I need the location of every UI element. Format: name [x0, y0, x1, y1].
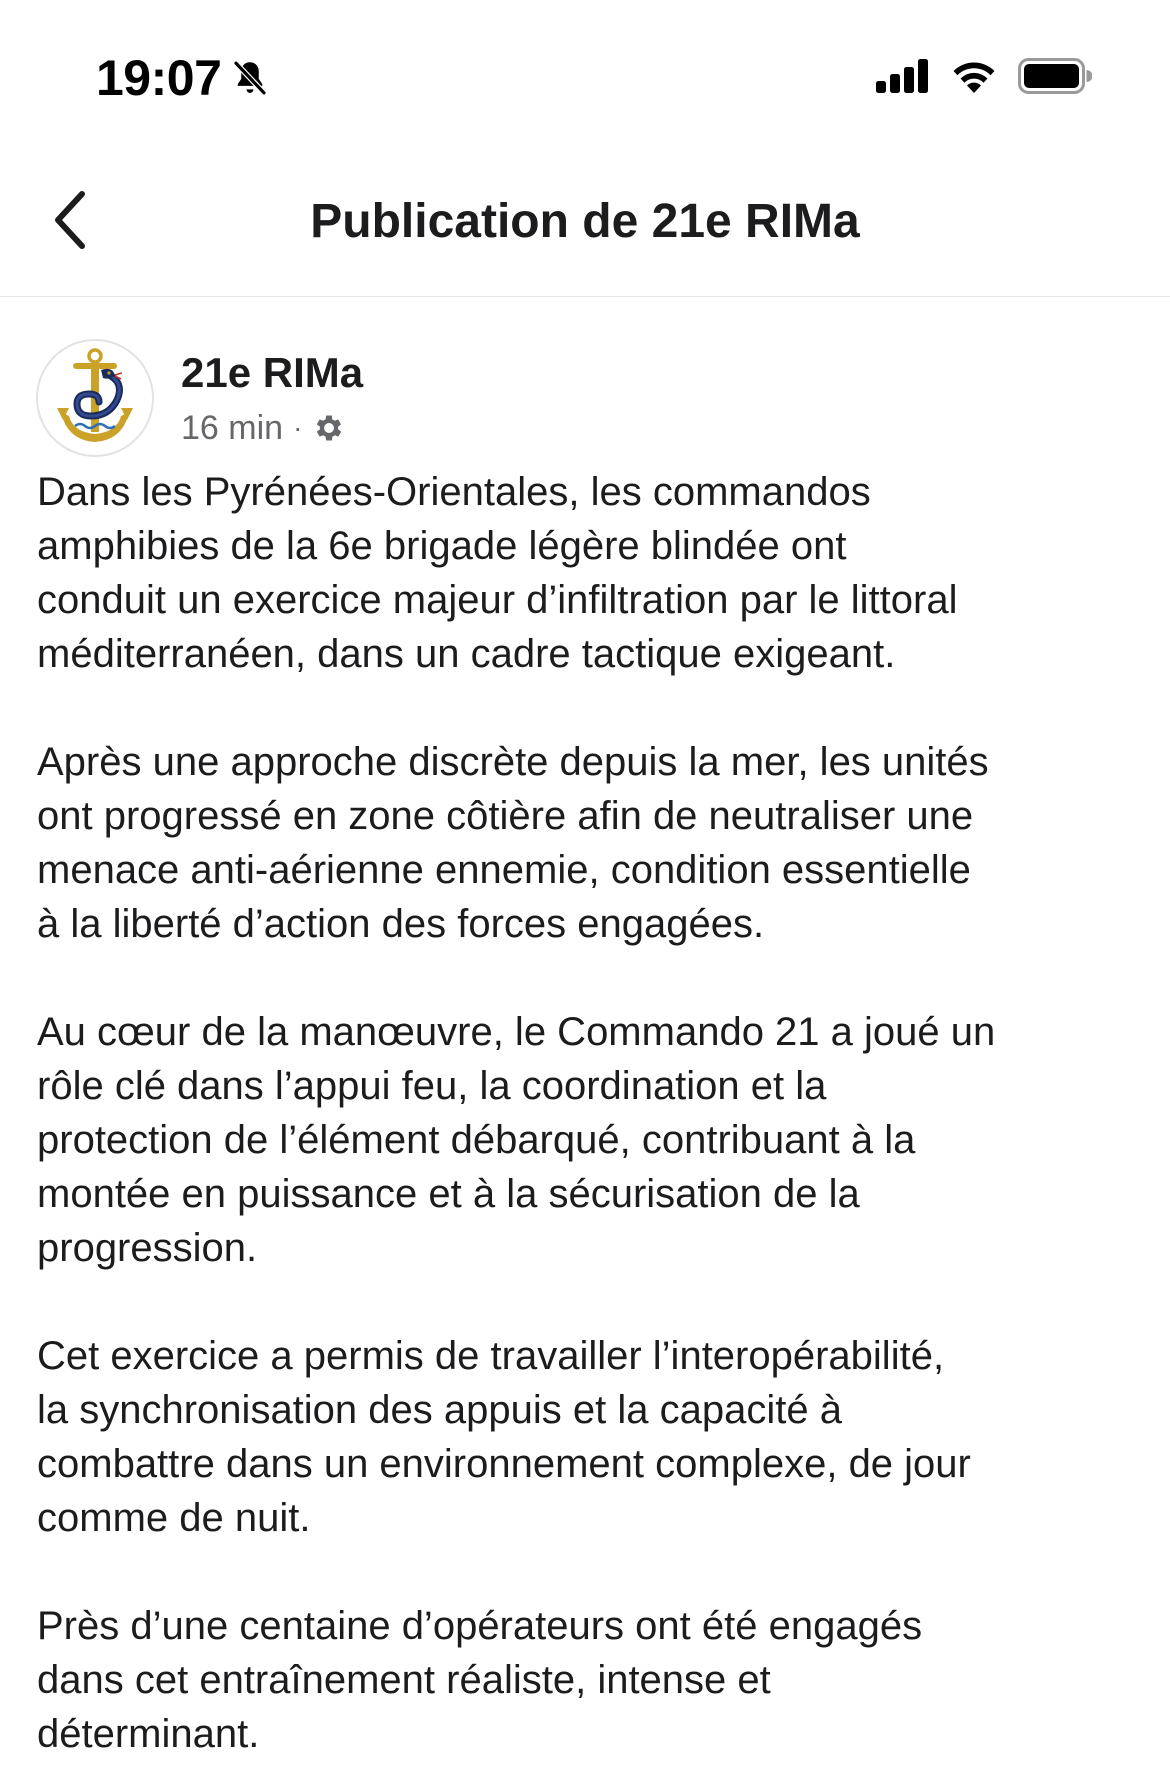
post-body [37, 465, 1147, 1771]
post-paragraph: Près d’une centaine d’opérateurs ont été engagés dans cet entraînement réaliste, intense et déterminant. [37, 1604, 923, 1756]
post-paragraph: Au cœur de la manœuvre, le Commando 21 a joué un rôle clé dans l’appui feu, la coordination et la protection de l’élément débarqué, contribuant à la montée en puissance et à la sécurisation de la progression. [37, 1010, 996, 1270]
status-time: 19:07 [96, 50, 222, 106]
page-title: Publication de 21e RIMa [310, 195, 860, 248]
post-paragraph: Cet exercice a permis de travailler l’interopérabilité, la synchronisation des appuis et la capacité à combattre dans un environnement complexe, de jour comme de nuit. [37, 1334, 971, 1540]
post-paragraph: Dans les Pyrénées-Orientales, les commandos amphibies de la 6e brigade légère blindée ont conduit un exercice majeur d’infiltration par le littoral méditerranéen, dans un cadre tactique exigeant. [37, 470, 958, 676]
gear-icon [312, 411, 346, 445]
avatar[interactable] [36, 339, 154, 457]
post-timestamp[interactable]: 16 min [181, 409, 284, 447]
status-indicators [876, 56, 1092, 100]
insignia-logo [47, 346, 143, 450]
post-meta [181, 407, 346, 449]
bell-slash-icon [229, 57, 271, 99]
status-time-group [96, 48, 271, 108]
nav-header [0, 150, 1170, 297]
wifi-icon [950, 58, 998, 99]
battery-icon [1018, 58, 1092, 99]
post-header [0, 297, 1170, 457]
post [0, 297, 1170, 1756]
author-name[interactable]: 21e RIMa [181, 349, 364, 396]
signal-bars-icon [876, 59, 930, 98]
meta-separator: · [293, 412, 303, 443]
post-paragraph: Après une approche discrète depuis la mer, les unités ont progressé en zone côtière afin de neutraliser une menace anti-aérienne ennemie, condition essentielle à la liberté d’action des forces engagées. [37, 740, 989, 946]
status-bar [0, 0, 1170, 150]
